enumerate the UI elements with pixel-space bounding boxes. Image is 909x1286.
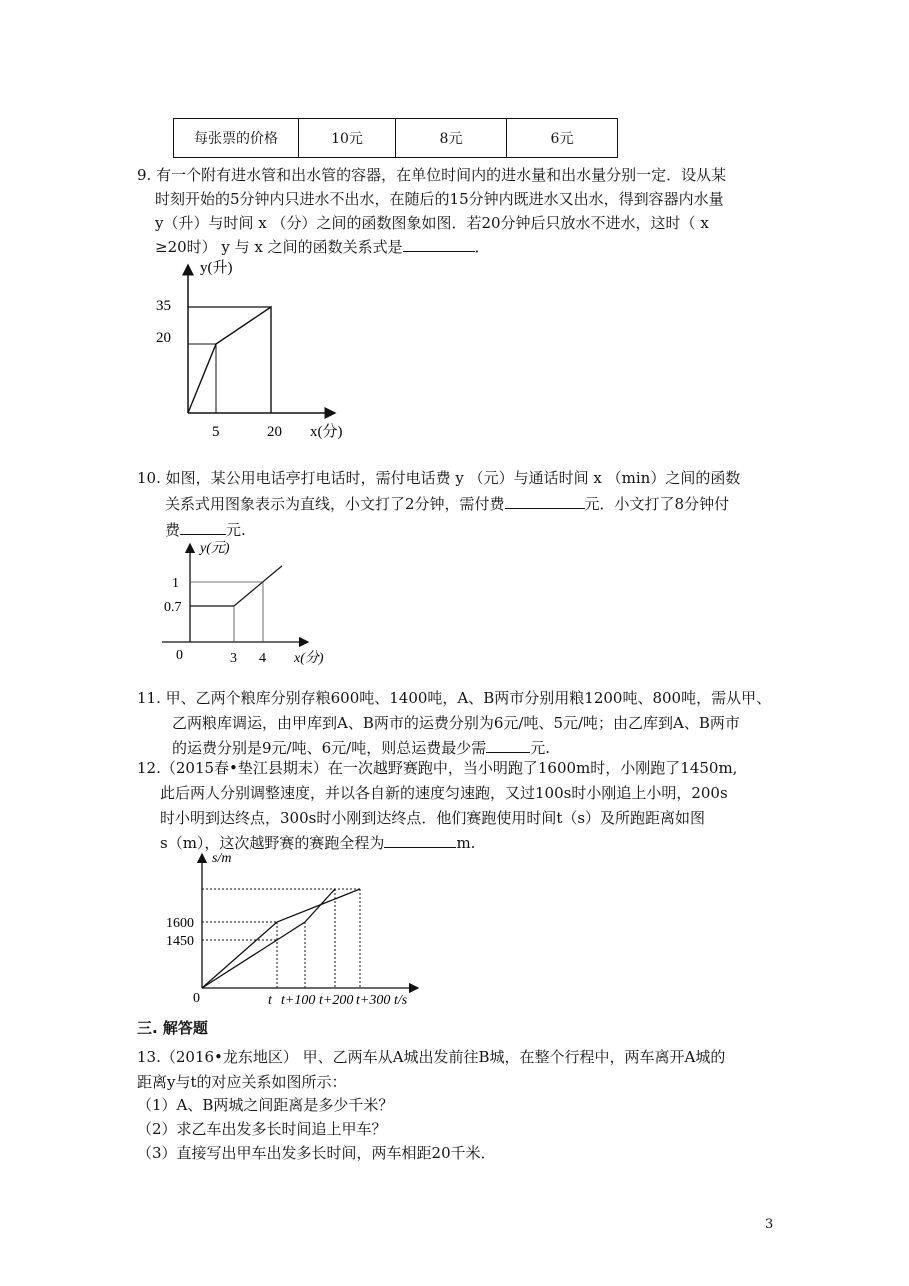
q12-graph <box>160 848 430 1008</box>
y-tick-label: 20 <box>156 330 171 346</box>
q12-line: 时小明到达终点，300s时小刚到达终点．他们赛跑使用时间t（s）及所跑距离如图 <box>160 809 706 827</box>
table-cell: 10元 <box>299 119 396 158</box>
q11-text: 元. <box>530 739 550 757</box>
q10-line <box>165 494 729 514</box>
q10-text: 关系式用图象表示为直线，小文打了2分钟，需付费 <box>165 495 505 513</box>
q13-sub: （1）A、B两城之间距离是多少千米？ <box>137 1096 394 1114</box>
q13-sub: （2）求乙车出发多长时间追上甲车？ <box>137 1120 387 1138</box>
origin-label: 0 <box>176 648 183 663</box>
graph-line <box>277 566 282 570</box>
price-table <box>173 118 618 158</box>
x-axis-label: x(分) <box>294 651 324 666</box>
answer-blank <box>384 833 456 848</box>
y-tick-label: 1450 <box>166 934 194 949</box>
q10-text: 元．小文打了8分钟付 <box>584 495 730 513</box>
q12-line: 12.（2015春•垫江县期末）在一次越野赛跑中，当小明跑了1600m时，小刚跑了1450m, <box>137 759 738 777</box>
q12-text: s（m），这次越野赛的赛跑全程为 <box>160 834 385 852</box>
table-header-cell: 每张票的价格 <box>174 119 299 158</box>
x-tick-label: t+200 <box>319 993 354 1008</box>
y-tick-label: 1600 <box>166 916 194 931</box>
graph-line <box>188 307 271 413</box>
q12-text: m. <box>456 834 476 852</box>
q10-text: 费 <box>165 521 181 539</box>
answer-blank <box>486 738 530 753</box>
y-tick-label: 1 <box>172 576 179 591</box>
section-heading: 三. 解答题 <box>137 1019 208 1037</box>
q9-line-text: ≥20时） y 与 x 之间的函数关系式是 <box>155 238 403 256</box>
q11-line: 11. 甲、乙两个粮库分别存粮600吨、1400吨，A、B两市分别用粮1200吨、800吨，需从甲、 <box>137 689 772 707</box>
q13-line: 13.（2016•龙东地区） 甲、乙两车从A城出发前往B城，在整个行程中，两车离开A城的 <box>137 1048 726 1066</box>
x-tick-label: 5 <box>212 424 220 440</box>
q13-sub: （3）直接写出甲车出发多长时间，两车相距20千米． <box>137 1144 496 1162</box>
q9-line: 9. 有一个附有进水管和出水管的容器，在单位时间内的进水量和出水量分别一定．设从某 <box>137 166 727 184</box>
x-tick-label: 4 <box>259 651 266 666</box>
y-tick-label: 0.7 <box>164 600 182 615</box>
y-axis-label: y(升) <box>200 260 233 276</box>
q11-line <box>172 738 550 758</box>
q9-line: y（升）与时间 x （分）之间的函数图象如图．若20分钟后只放水不进水，这时（ x <box>155 214 709 232</box>
page-number: 3 <box>765 1217 774 1232</box>
y-axis-label: y(元) <box>200 541 230 556</box>
q11-line: 乙两粮库调运，由甲库到A、B两市的运费分别为6元/吨、5元/吨；由乙库到A、B两市 <box>172 714 740 732</box>
q12-line: 此后两人分别调整速度，并以各自新的速度匀速跑，又过100s时小刚追上小明，200s <box>160 784 728 802</box>
q10-graph <box>160 538 340 668</box>
x-axis-label: x(分) <box>310 424 343 440</box>
q9-line-last <box>155 237 490 257</box>
graph-line <box>190 570 277 606</box>
x-tick-label: t+100 <box>281 993 316 1008</box>
q9-graph <box>140 255 370 450</box>
answer-blank <box>505 494 585 509</box>
q11-text: 的运费分别是9元/吨、6元/吨，则总运费最少需 <box>172 739 487 757</box>
q10-text: 元. <box>226 521 246 539</box>
y-tick-label: 35 <box>156 298 171 314</box>
y-axis-label: s/m <box>212 851 232 866</box>
q10-line: 10. 如图，某公用电话亭打电话时，需付电话费 y （元）与通话时间 x （min）之间的函数 <box>137 469 741 487</box>
x-tick-label: 3 <box>230 651 237 666</box>
x-tick-label: t+300 <box>356 993 391 1008</box>
answer-blank <box>180 520 226 535</box>
x-tick-label: t <box>268 993 272 1008</box>
answer-blank <box>403 237 475 252</box>
origin-label: 0 <box>193 991 200 1006</box>
q9-end: ． <box>474 238 490 256</box>
q9-line: 时刻开始的5分钟内只进水不出水，在随后的15分钟内既进水又出水，得到容器内水量 <box>155 190 724 208</box>
q10-line <box>165 520 246 540</box>
table-cell: 6元 <box>507 119 618 158</box>
q13-line: 距离y与t的对应关系如图所示： <box>137 1073 347 1091</box>
xiaogang-line <box>202 889 335 988</box>
x-axis-label: t/s <box>394 993 408 1008</box>
x-tick-label: 20 <box>267 424 282 440</box>
table-cell: 8元 <box>396 119 507 158</box>
